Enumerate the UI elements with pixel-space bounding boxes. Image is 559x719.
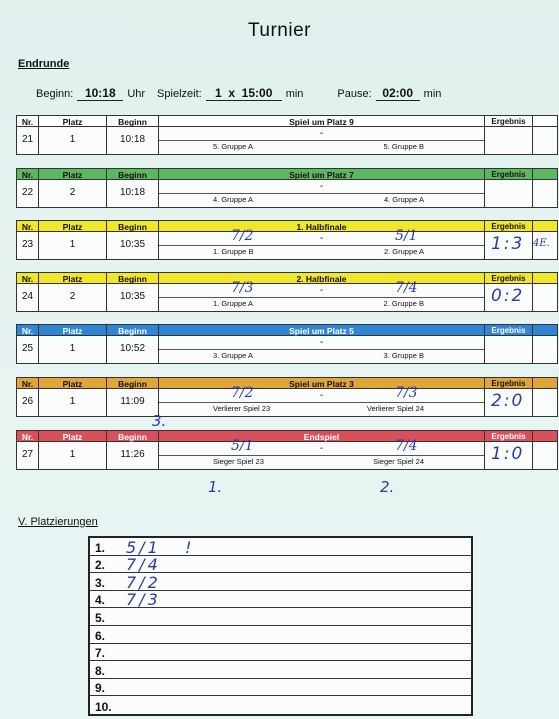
match-header xyxy=(16,115,540,127)
header-platz: Platz xyxy=(38,430,106,442)
match-extra-cell xyxy=(532,232,558,260)
match-pairing xyxy=(158,280,484,312)
header-extra xyxy=(532,324,558,336)
beginn-value: 10:18 xyxy=(77,86,123,101)
header-extra xyxy=(532,115,558,127)
match-start-time: 11:26 xyxy=(106,442,158,470)
header-ergebnis: Ergebnis xyxy=(484,377,532,389)
beginn-unit: Uhr xyxy=(127,88,146,100)
match-extra-cell xyxy=(532,127,558,155)
match-result-cell xyxy=(484,389,532,417)
pairing-dash: - xyxy=(319,233,324,244)
team-b-label: 4. Gruppe A xyxy=(383,195,424,204)
spielzeit-value: 1 x 15:00 xyxy=(206,86,282,101)
match-number: 26 xyxy=(16,389,38,417)
pause-value: 02:00 xyxy=(376,86,420,101)
match-number: 23 xyxy=(16,232,38,260)
match-table xyxy=(16,324,540,364)
match-number: 22 xyxy=(16,180,38,208)
match-result-cell xyxy=(484,336,532,364)
match-extra-cell xyxy=(532,180,558,208)
header-extra xyxy=(532,430,558,442)
match-result-cell xyxy=(484,180,532,208)
header-game-title: Spiel um Platz 7 xyxy=(158,168,484,180)
ranking-position: 5. xyxy=(95,610,106,625)
match-start-time: 10:18 xyxy=(106,180,158,208)
match-result: 2:0 xyxy=(491,391,525,411)
pause-unit: min xyxy=(423,88,442,100)
header-nr: Nr. xyxy=(16,377,38,389)
match-field: 1 xyxy=(38,336,106,364)
ranking-position: 6. xyxy=(95,628,106,643)
endrunde-heading: Endrunde xyxy=(18,58,70,70)
pairing-line xyxy=(159,455,484,456)
pairing-line xyxy=(159,193,484,194)
match-number: 21 xyxy=(16,127,38,155)
header-extra xyxy=(532,377,558,389)
match-pairing xyxy=(158,127,484,155)
match-header xyxy=(16,168,540,180)
team-b-handwritten: 5/1 xyxy=(395,228,418,244)
match-extra-note: 4E. xyxy=(533,238,550,249)
header-ergebnis: Ergebnis xyxy=(484,220,532,232)
team-b-label: Sieger Spiel 24 xyxy=(373,457,424,466)
team-a-label: Verlierer Spiel 23 xyxy=(213,404,271,413)
team-b-label: 3. Gruppe B xyxy=(383,351,424,360)
match-number: 25 xyxy=(16,336,38,364)
team-a-handwritten: 7/2 xyxy=(231,385,254,401)
header-ergebnis: Ergebnis xyxy=(484,430,532,442)
header-extra xyxy=(532,220,558,232)
ranking-row xyxy=(90,573,471,591)
match-field: 1 xyxy=(38,127,106,155)
spielzeit-unit: min xyxy=(285,88,304,100)
ranking-row xyxy=(90,608,471,626)
header-ergebnis: Ergebnis xyxy=(484,115,532,127)
match-header xyxy=(16,377,540,389)
annotation-first: 1. xyxy=(208,478,223,496)
ranking-row xyxy=(90,626,471,644)
header-beginn: Beginn xyxy=(106,430,158,442)
ranking-position: 4. xyxy=(95,593,106,608)
header-game-title: Spiel um Platz 5 xyxy=(158,324,484,336)
header-beginn: Beginn xyxy=(106,324,158,336)
match-row xyxy=(16,127,540,155)
match-result-cell xyxy=(484,127,532,155)
header-platz: Platz xyxy=(38,272,106,284)
header-game-title: Spiel um Platz 9 xyxy=(158,115,484,127)
header-nr: Nr. xyxy=(16,115,38,127)
pairing-dash: - xyxy=(319,128,324,139)
match-pairing xyxy=(158,438,484,470)
match-row xyxy=(16,336,540,364)
header-nr: Nr. xyxy=(16,220,38,232)
pairing-line xyxy=(159,349,484,350)
pause-label: Pause: xyxy=(337,88,372,100)
header-ergebnis: Ergebnis xyxy=(484,272,532,284)
header-platz: Platz xyxy=(38,377,106,389)
match-header xyxy=(16,324,540,336)
team-b-handwritten: 7/4 xyxy=(395,280,418,296)
header-beginn: Beginn xyxy=(106,168,158,180)
team-a-label: 1. Gruppe B xyxy=(213,247,254,256)
match-table xyxy=(16,272,540,312)
match-result-cell xyxy=(484,232,532,260)
match-start-time: 10:52 xyxy=(106,336,158,364)
ranking-table xyxy=(88,536,473,716)
match-header xyxy=(16,220,540,232)
match-result: 0:2 xyxy=(491,286,525,306)
header-nr: Nr. xyxy=(16,168,38,180)
beginn-label: Beginn: xyxy=(36,88,74,100)
match-start-time: 10:18 xyxy=(106,127,158,155)
team-a-handwritten: 7/2 xyxy=(231,228,254,244)
match-row xyxy=(16,180,540,208)
match-start-time: 11:09 xyxy=(106,389,158,417)
match-result-cell xyxy=(484,442,532,470)
ranking-team: 7/3 xyxy=(126,590,161,610)
match-row xyxy=(16,385,540,417)
header-game-title: 2. Halbfinale xyxy=(158,272,484,284)
match-field: 1 xyxy=(38,442,106,470)
header-nr: Nr. xyxy=(16,430,38,442)
match-number: 24 xyxy=(16,284,38,312)
match-header xyxy=(16,430,540,442)
match-row xyxy=(16,438,540,470)
team-a-label: Sieger Spiel 23 xyxy=(213,457,264,466)
match-number: 27 xyxy=(16,442,38,470)
schedule-parameters xyxy=(36,86,441,101)
pairing-line xyxy=(159,140,484,141)
spielzeit-label: Spielzeit: xyxy=(157,88,202,100)
pairing-dash: - xyxy=(319,181,324,192)
ranking-row xyxy=(90,591,471,609)
team-b-handwritten: 7/3 xyxy=(395,385,418,401)
pairing-line xyxy=(159,402,484,403)
match-header xyxy=(16,272,540,284)
header-platz: Platz xyxy=(38,324,106,336)
ranking-row xyxy=(90,679,471,697)
team-b-label: 2. Gruppe A xyxy=(383,247,424,256)
team-a-label: 1. Gruppe A xyxy=(213,299,254,308)
match-start-time: 10:35 xyxy=(106,232,158,260)
page-title: Turnier xyxy=(248,20,311,41)
match-result: 1:3 xyxy=(491,234,525,254)
pairing-dash: - xyxy=(319,443,324,454)
annotation-third: 3. xyxy=(152,412,167,430)
team-a-label: 3. Gruppe A xyxy=(213,351,254,360)
team-a-label: 5. Gruppe A xyxy=(213,142,254,151)
match-extra-cell xyxy=(532,336,558,364)
header-platz: Platz xyxy=(38,115,106,127)
ranking-position: 10. xyxy=(95,699,112,714)
match-result-cell xyxy=(484,284,532,312)
match-extra-cell xyxy=(532,284,558,312)
header-platz: Platz xyxy=(38,168,106,180)
match-result: 1:0 xyxy=(491,444,525,464)
header-extra xyxy=(532,272,558,284)
match-field: 1 xyxy=(38,232,106,260)
match-row xyxy=(16,280,540,312)
pairing-dash: - xyxy=(319,285,324,296)
annotation-second: 2. xyxy=(380,478,395,496)
team-b-handwritten: 7/4 xyxy=(395,438,418,454)
header-ergebnis: Ergebnis xyxy=(484,324,532,336)
match-pairing xyxy=(158,180,484,208)
match-extra-cell xyxy=(532,442,558,470)
pairing-dash: - xyxy=(319,390,324,401)
header-nr: Nr. xyxy=(16,324,38,336)
pairing-line xyxy=(159,245,484,246)
header-beginn: Beginn xyxy=(106,220,158,232)
ranking-row xyxy=(90,644,471,662)
header-ergebnis: Ergebnis xyxy=(484,168,532,180)
ranking-row xyxy=(90,556,471,574)
team-a-handwritten: 5/1 xyxy=(231,438,254,454)
team-b-label: Verlierer Spiel 24 xyxy=(366,404,424,413)
ranking-row xyxy=(90,538,471,556)
header-game-title: Endspiel xyxy=(158,430,484,442)
ranking-team: 7/4 xyxy=(126,555,161,575)
platzierungen-heading: V. Platzierungen xyxy=(18,516,98,528)
match-table xyxy=(16,168,540,208)
match-field: 2 xyxy=(38,180,106,208)
ranking-team: 7/2 xyxy=(126,572,161,592)
ranking-team: 5/1 ! xyxy=(126,537,195,557)
match-row xyxy=(16,228,550,260)
header-beginn: Beginn xyxy=(106,272,158,284)
team-b-label: 2. Gruppe B xyxy=(383,299,424,308)
pairing-dash: - xyxy=(319,337,324,348)
match-table xyxy=(16,115,540,155)
header-extra xyxy=(532,168,558,180)
header-beginn: Beginn xyxy=(106,115,158,127)
pairing-line xyxy=(159,297,484,298)
header-nr: Nr. xyxy=(16,272,38,284)
header-game-title: 1. Halbfinale xyxy=(158,220,484,232)
ranking-position: 1. xyxy=(95,540,106,555)
match-extra-cell xyxy=(532,389,558,417)
team-a-handwritten: 7/3 xyxy=(231,280,254,296)
ranking-position: 3. xyxy=(95,575,106,590)
team-a-label: 4. Gruppe A xyxy=(213,195,254,204)
header-game-title: Spiel um Platz 3 xyxy=(158,377,484,389)
match-field: 2 xyxy=(38,284,106,312)
team-b-label: 5. Gruppe B xyxy=(383,142,424,151)
match-start-time: 10:35 xyxy=(106,284,158,312)
match-pairing xyxy=(158,385,484,417)
ranking-row xyxy=(90,696,471,714)
header-beginn: Beginn xyxy=(106,377,158,389)
header-platz: Platz xyxy=(38,220,106,232)
ranking-position: 9. xyxy=(95,681,106,696)
match-pairing xyxy=(158,336,484,364)
match-table xyxy=(16,377,540,417)
match-table xyxy=(16,220,550,260)
ranking-position: 7. xyxy=(95,646,106,661)
match-table xyxy=(16,430,540,470)
ranking-position: 2. xyxy=(95,558,106,573)
ranking-position: 8. xyxy=(95,663,106,678)
match-pairing xyxy=(158,228,484,260)
match-field: 1 xyxy=(38,389,106,417)
ranking-row xyxy=(90,661,471,679)
